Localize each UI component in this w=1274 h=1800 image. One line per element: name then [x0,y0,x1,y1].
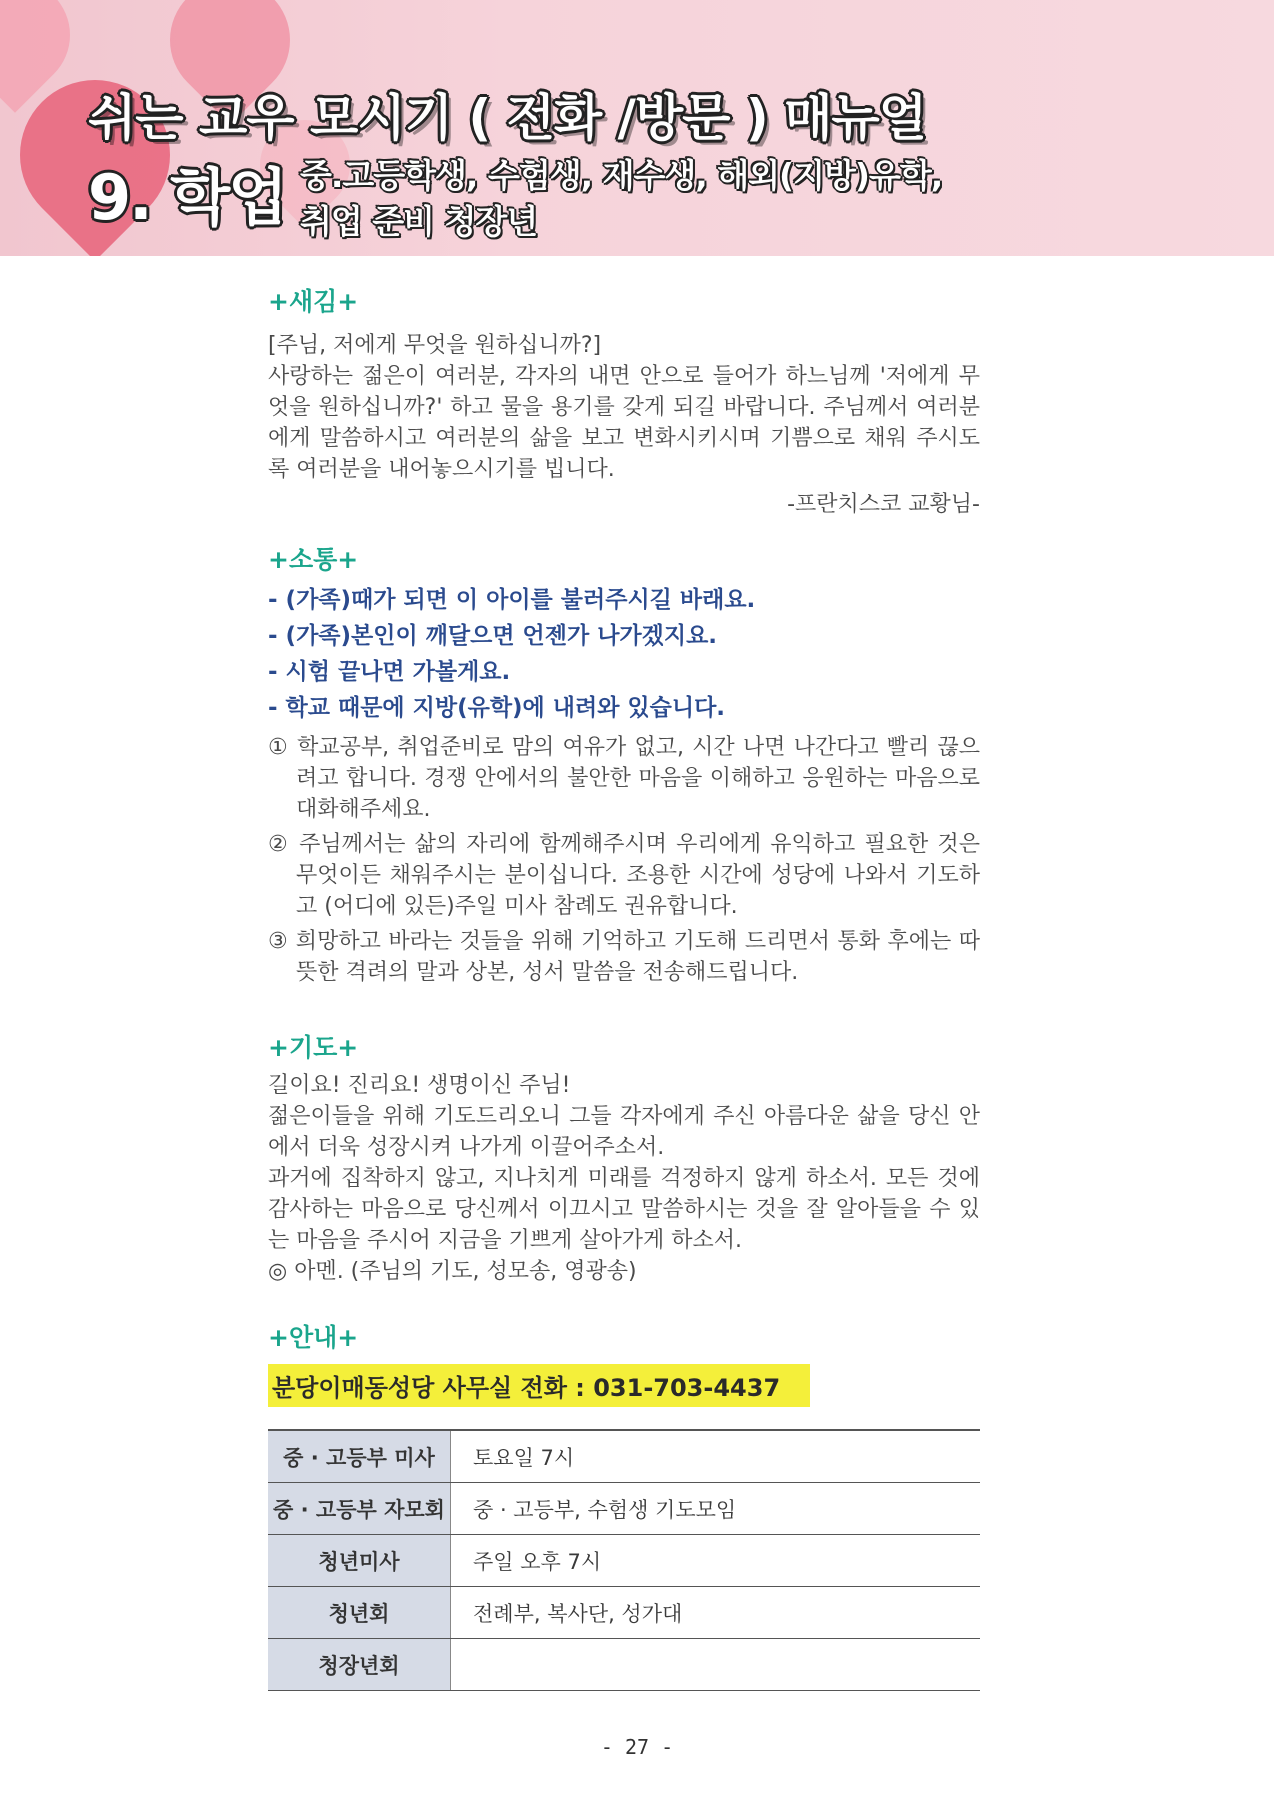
header-banner [0,0,1274,256]
response-item: - 시험 끝나면 가볼게요. [268,659,511,685]
manual-title: 쉬는 교우 모시기 ( 전화 /방문 ) 매뉴얼 [88,89,927,147]
table-value: 토요일 7시 [451,1430,981,1483]
table-key: 중 · 고등부 자모회 [268,1483,451,1535]
table-value: 중 · 고등부, 수험생 기도모임 [451,1483,981,1535]
section-subtitle-line1: 중.고등학생, 수험생, 재수생, 해외(지방)유학, [300,156,943,195]
quote-body: 사랑하는 젊은이 여러분, 각자의 내면 안으로 들어가 하느님께 '저에게 무엇을 원하십니까?' 하고 물을 용기를 갖게 되길 바랍니다. 주님께서 여러분에게 말씀하시고 여러분의 삶을 보고 변화시키시며 기쁨으로 채워 주시도록 여러분을 내어놓으시기를 빕니다. [268,364,980,482]
guidance-item: ① 학교공부, 취업준비로 맘의 여유가 없고, 시간 나면 나간다고 빨리 끊으려고 합니다. 경쟁 안에서의 불안한 마음을 이해하고 응원하는 마음으로 대화해주세요. [268,735,980,822]
table-value: 주일 오후 7시 [451,1535,981,1587]
table-row [268,1639,980,1691]
page-number: - 27 - [600,1735,674,1759]
family-responses [268,582,980,726]
prayer-line: 길이요! 진리요! 생명이신 주님! [268,1073,571,1098]
table-value: 전례부, 복사단, 성가대 [451,1587,981,1639]
prayer-heading: +기도+ [268,1033,359,1062]
response-item: - (가족)본인이 깨달으면 언젠가 나가겠지요. [268,623,718,649]
saegim-heading: +새김+ [268,287,359,316]
sotong-section [268,540,980,992]
prayer-section [268,1028,980,1287]
guidance-item: ③ 희망하고 바라는 것들을 위해 기억하고 기도해 드리면서 통화 후에는 따뜻한 격려의 말과 상본, 성서 말씀을 전송해드립니다. [268,929,980,985]
table-key: 중 · 고등부 미사 [268,1430,451,1483]
table-row [268,1483,980,1535]
guide-heading: +안내+ [268,1323,359,1352]
table-key: 청년회 [268,1587,451,1639]
table-key: 청년미사 [268,1535,451,1587]
response-item: - (가족)때가 되면 이 아이를 불러주시길 바래요. [268,587,756,613]
prayer-line: 과거에 집착하지 않고, 지나치게 미래를 걱정하지 않게 하소서. 모든 것에 감사하는 마음으로 당신께서 이끄시고 말씀하시는 것을 잘 알아들을 수 있는 마음을 주시어 지금을 기쁘게 살아가게 하소서. [268,1166,980,1253]
guide-section [268,1318,980,1691]
office-phone [268,1364,980,1407]
prayer-line: 젊은이들을 위해 기도드리오니 그들 각자에게 주신 아름다운 삶을 당신 안에서 더욱 성장시켜 나가게 이끌어주소서. [268,1104,980,1160]
schedule-table [268,1429,980,1691]
office-phone-text: 분당이매동성당 사무실 전화 : 031-703-4437 [268,1364,810,1407]
saegim-section [268,282,980,520]
prayer-line: ◎ 아멘. (주님의 기도, 성모송, 영광송) [268,1259,637,1284]
section-number: 9. 학업 [88,161,287,234]
table-row [268,1587,980,1639]
table-key: 청장년회 [268,1639,451,1691]
quote-title: [주님, 저에게 무엇을 원하십니까?] [268,333,602,358]
table-row [268,1535,980,1587]
guidance-item: ② 주님께서는 삶의 자리에 함께해주시며 우리에게 유익하고 필요한 것은 무엇이든 채워주시는 분이십니다. 조용한 시간에 성당에 나와서 기도하고 (어디에 있든)주일 미사 참례도 권유합니다. [268,832,980,919]
section-subtitle-line2: 취업 준비 청장년 [300,202,538,241]
response-item: - 학교 때문에 지방(유학)에 내려와 있습니다. [268,695,726,721]
table-value [451,1639,981,1691]
table-row [268,1430,980,1483]
guidance-list [268,732,980,988]
quote-attribution: -프란치스코 교황님- [787,492,980,517]
sotong-heading: +소통+ [268,545,359,574]
